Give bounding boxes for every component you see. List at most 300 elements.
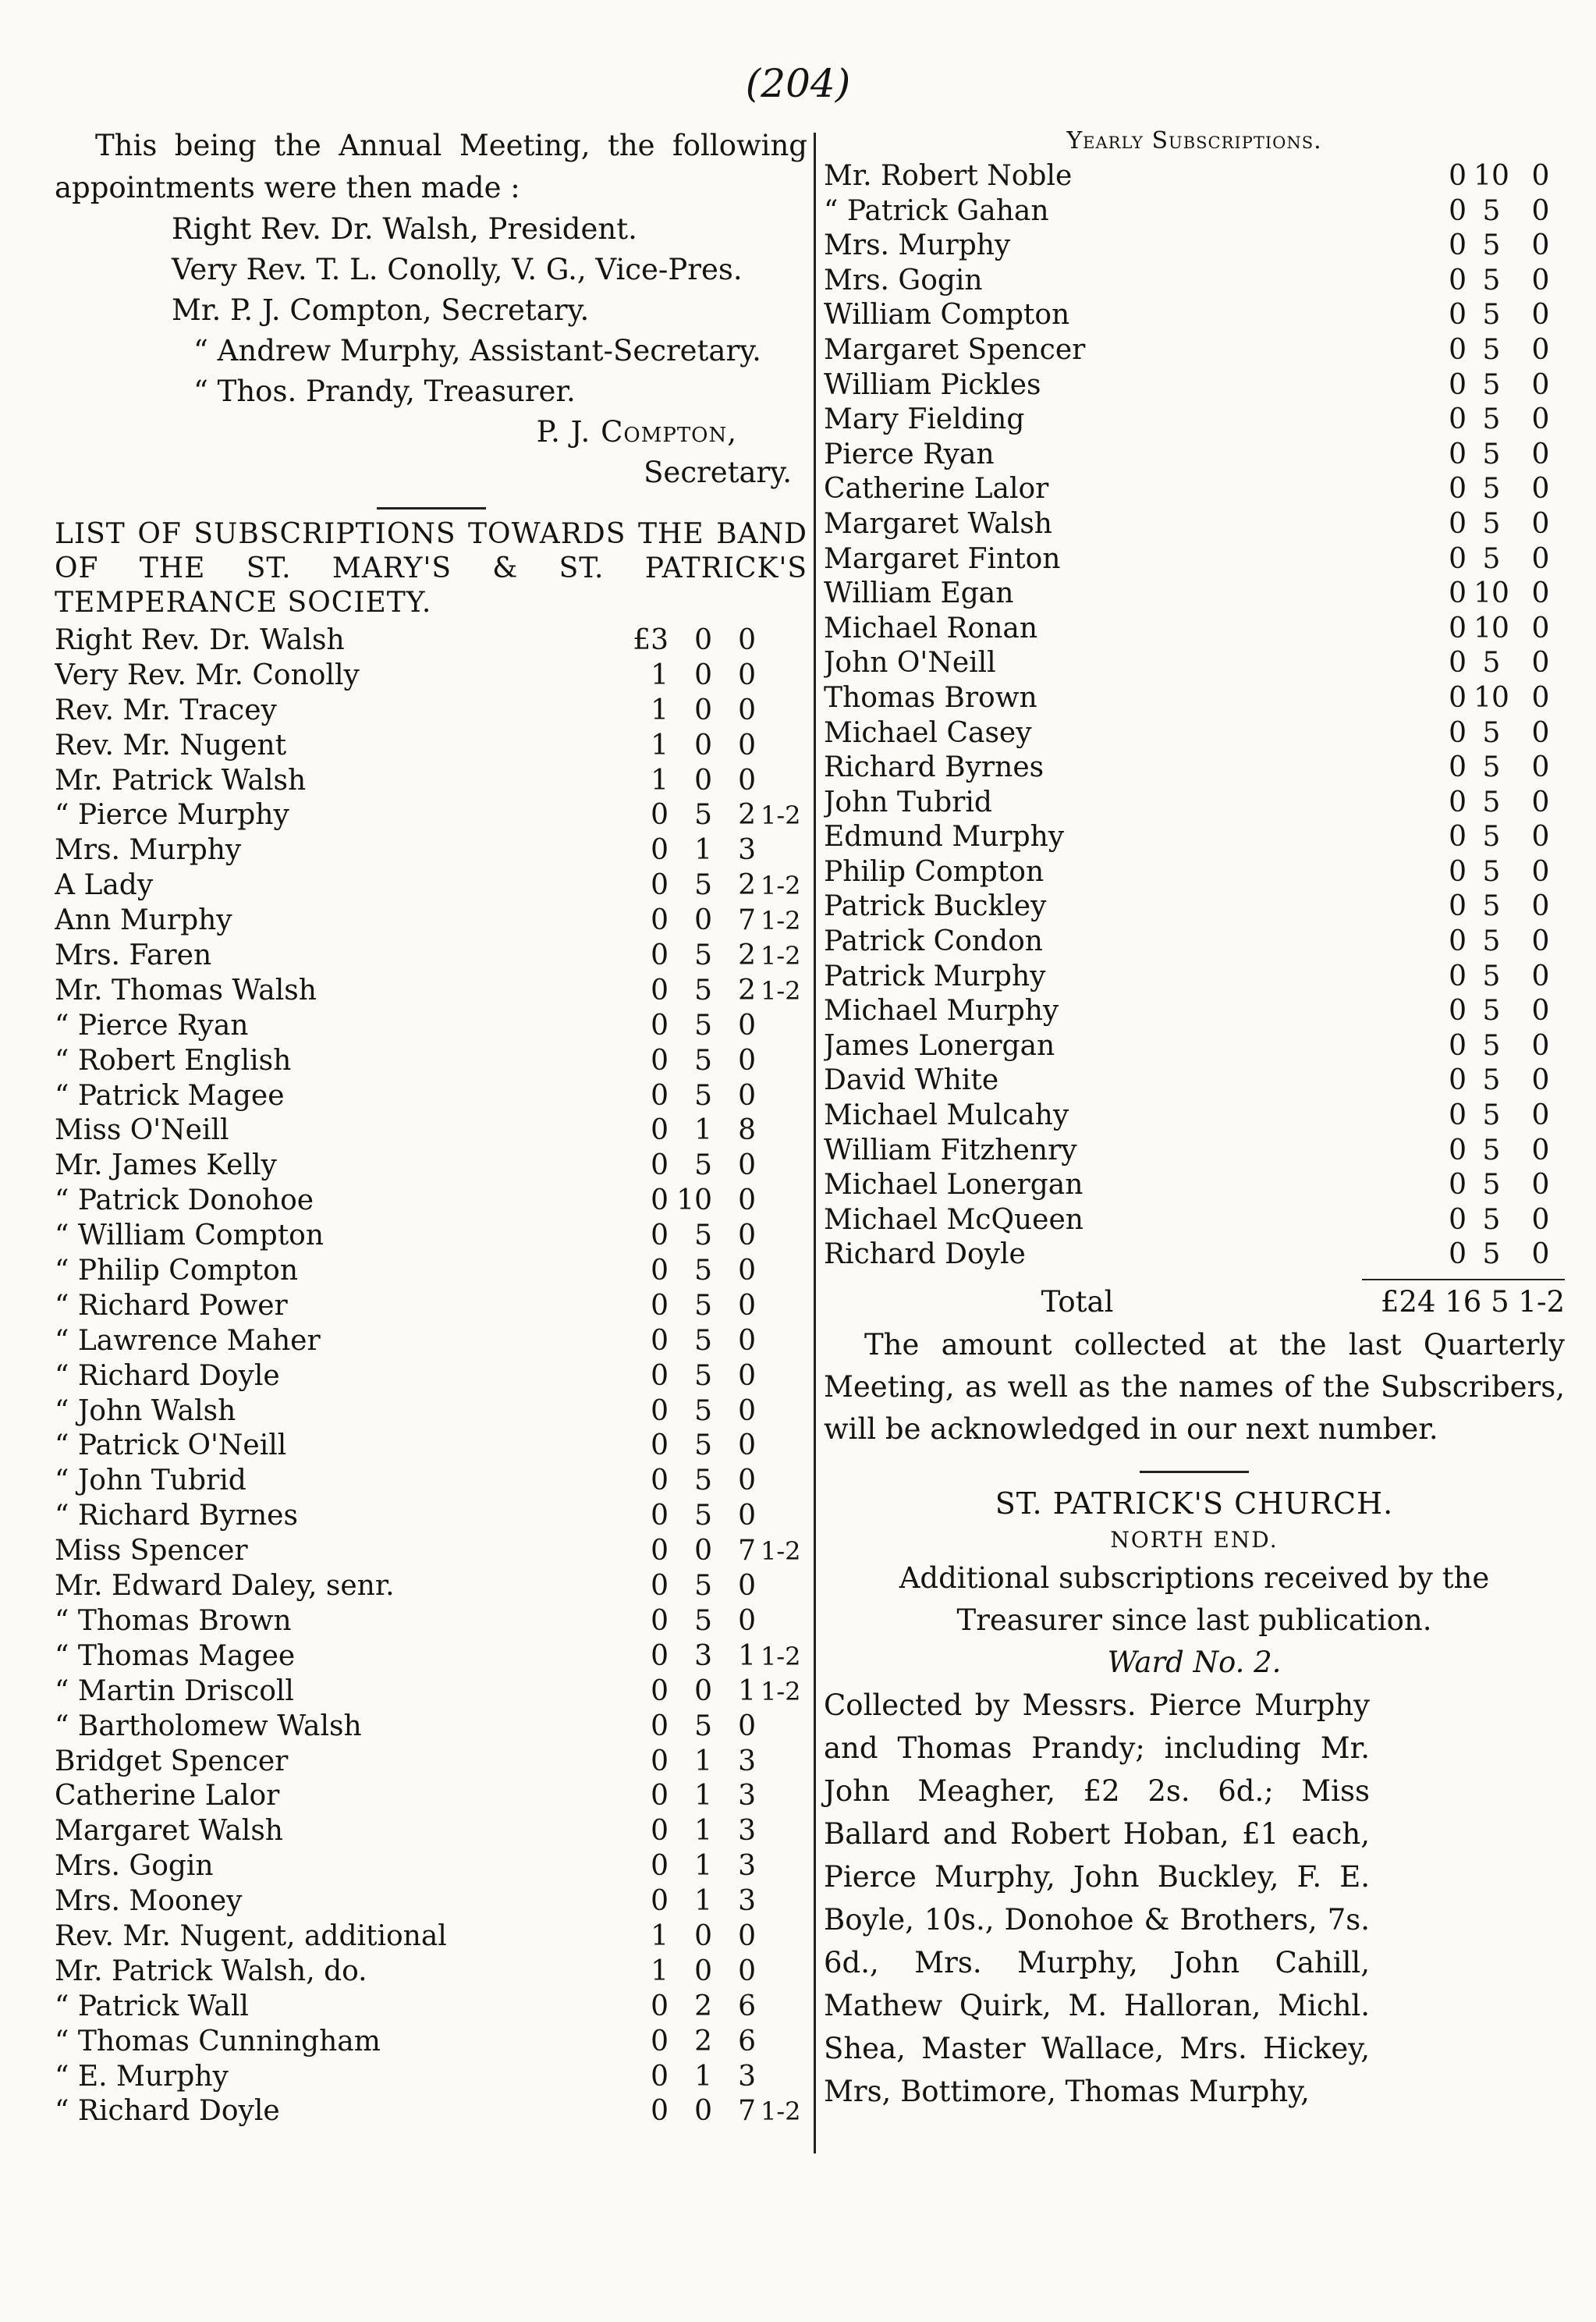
yearly-subscription-row <box>824 507 1565 542</box>
amount-pounds: 0 <box>651 799 669 832</box>
amount-shillings: 5 <box>694 1500 712 1532</box>
amount-fraction: 1-2 <box>761 1641 801 1671</box>
amount-pounds: 0 <box>1449 438 1467 470</box>
amount-pence: 0 <box>738 1955 756 1987</box>
appointment-secretary: Mr. P. J. Compton, Secretary. <box>172 293 590 327</box>
subscriber-name: John Tubrid <box>824 786 992 818</box>
band-subscription-row <box>55 1639 807 1674</box>
yearly-subscription-row <box>824 1134 1565 1169</box>
subscriber-name: “ Patrick Magee <box>55 1079 285 1112</box>
amount-pounds: 0 <box>1449 264 1467 296</box>
amount-pence: 0 <box>1531 229 1550 262</box>
collected-paragraph: Collected by Messrs. Pierce Murphy and Thomas Prandy; including Mr. John Meagher, £2 2s. 6d.; Miss Ballard and Robert Hoban, £1 each, Pierce Murphy, John Buckley, F. E. Boyle, 10s., Donohoe & Brothers, 7s. 6d., Mrs. Murphy, John Cahill, Mathew Quirk, M. Halloran, Michl. Shea, Master Wallace, Mrs. Hickey, Mrs, Bottimore, Thomas Murphy, <box>824 1688 1370 2108</box>
amount-shillings: 0 <box>694 1955 712 1987</box>
amount-pounds: 0 <box>1449 1238 1467 1271</box>
amount-pence: 0 <box>738 1500 756 1532</box>
amount-pounds: 0 <box>1449 995 1467 1028</box>
amount-shillings: 0 <box>694 694 712 726</box>
amount-pounds: 0 <box>651 1465 669 1497</box>
amount-pence: 0 <box>1531 925 1550 958</box>
amount-pence: 0 <box>1531 299 1550 332</box>
subscriber-name: “ Thomas Magee <box>55 1639 296 1672</box>
amount-pence: 3 <box>738 1780 756 1813</box>
yearly-subscription-row <box>824 751 1565 786</box>
amount-pounds: 0 <box>651 869 669 902</box>
amount-pounds: 0 <box>651 1149 669 1182</box>
amount-pounds: 0 <box>1449 821 1467 854</box>
subscriber-name: Michael Mulcahy <box>824 1099 1069 1132</box>
amount-pounds: 1 <box>651 764 669 797</box>
amount-pence: 0 <box>738 1079 756 1112</box>
amount-shillings: 10 <box>1474 160 1509 192</box>
amount-pence: 0 <box>738 1465 756 1497</box>
amount-pounds: 0 <box>1449 473 1467 506</box>
amount-pence: 0 <box>1531 507 1550 540</box>
yearly-subscription-row <box>824 786 1565 821</box>
amount-shillings: 5 <box>694 1394 712 1427</box>
amount-pence: 0 <box>1531 403 1550 436</box>
amount-pence: 3 <box>738 1745 756 1777</box>
amount-shillings: 1 <box>694 1114 712 1147</box>
amount-shillings: 5 <box>1482 647 1501 680</box>
amount-fraction: 1-2 <box>761 941 801 971</box>
yearly-subscription-row <box>824 612 1565 647</box>
total-label: Total <box>1041 1285 1114 1319</box>
amount-pence: 0 <box>738 659 756 691</box>
amount-pounds: 0 <box>651 1184 669 1217</box>
amount-pence: 2 <box>738 799 756 832</box>
subscriber-name: “ William Compton <box>55 1220 325 1252</box>
amount-pence: 0 <box>738 1710 756 1742</box>
band-subscription-row <box>55 1710 807 1745</box>
amount-pounds: 0 <box>651 1674 669 1707</box>
amount-shillings: 5 <box>1482 1238 1501 1271</box>
right-column <box>824 125 1565 2113</box>
band-subscription-row <box>55 974 807 1009</box>
amount-pence: 0 <box>1531 1099 1550 1132</box>
amount-pence: 0 <box>1531 1238 1550 1271</box>
amount-pounds: 0 <box>1449 1169 1467 1202</box>
subscriber-name: Catherine Lalor <box>824 473 1049 506</box>
annual-meeting-text: This being the Annual Meeting, the following appointments were then made : <box>55 129 807 204</box>
subscriber-name: Mr. Edward Daley, senr. <box>55 1570 395 1603</box>
amount-pounds: 0 <box>1449 960 1467 992</box>
amount-pence: 0 <box>1531 333 1550 366</box>
church-title: ST. PATRICK'S CHURCH. <box>995 1486 1394 1521</box>
band-subscription-row <box>55 1254 807 1289</box>
yearly-subscription-row <box>824 646 1565 681</box>
amount-pounds: 0 <box>651 1429 669 1462</box>
amount-pounds: 0 <box>1449 647 1467 680</box>
subscriber-name: “ Lawrence Maher <box>55 1324 321 1357</box>
signoff-title: Secretary. <box>644 456 792 489</box>
yearly-subscription-row <box>824 960 1565 995</box>
amount-shillings: 1 <box>694 834 712 867</box>
amount-pounds: 0 <box>651 2025 669 2057</box>
amount-pounds: 0 <box>1449 1134 1467 1166</box>
subscriber-name: “ John Walsh <box>55 1394 236 1427</box>
amount-pence: 0 <box>1531 1169 1550 1202</box>
amount-shillings: 5 <box>1482 925 1501 958</box>
subscriber-name: Michael Lonergan <box>824 1169 1084 1202</box>
band-subscription-row <box>55 1184 807 1219</box>
amount-shillings: 5 <box>1482 995 1501 1028</box>
amount-pence: 0 <box>1531 368 1550 401</box>
amount-pence: 0 <box>738 1044 756 1077</box>
left-column <box>55 125 807 2129</box>
band-subscription-row <box>55 1674 807 1710</box>
amount-shillings: 5 <box>1482 403 1501 436</box>
yearly-subscription-row <box>824 577 1565 612</box>
amount-shillings: 10 <box>1474 577 1509 610</box>
amount-pounds: 0 <box>1449 1029 1467 1062</box>
amount-pounds: 0 <box>651 1500 669 1532</box>
yearly-subscription-row <box>824 229 1565 264</box>
amount-pence: 0 <box>738 764 756 797</box>
amount-shillings: 1 <box>694 1745 712 1777</box>
amount-shillings: 5 <box>694 869 712 902</box>
subscriber-name: Margaret Walsh <box>824 507 1052 540</box>
yearly-heading: Yearly Subscriptions. <box>1066 127 1322 154</box>
amount-pence: 0 <box>738 729 756 762</box>
amount-pence: 0 <box>738 1220 756 1252</box>
amount-shillings: 5 <box>1482 960 1501 992</box>
subscriber-name: Thomas Brown <box>824 681 1037 714</box>
amount-pounds: 0 <box>651 1745 669 1777</box>
amount-pence: 3 <box>738 1815 756 1848</box>
band-subscription-row <box>55 2094 807 2129</box>
subscriber-name: “ Richard Doyle <box>55 2095 280 2128</box>
band-subscription-list <box>55 623 807 2129</box>
quarterly-note-text: The amount collected at the last Quarterly Meeting, as well as the names of the Subscribers, will be acknowledged in our next number. <box>824 1328 1565 1446</box>
amount-shillings: 0 <box>694 2095 712 2128</box>
yearly-subscription-row <box>824 542 1565 577</box>
band-subscription-row <box>55 764 807 799</box>
yearly-subscription-row <box>824 298 1565 333</box>
amount-shillings: 0 <box>694 729 712 762</box>
amount-shillings: 5 <box>694 1220 712 1252</box>
amount-pence: 0 <box>1531 160 1550 192</box>
yearly-subscription-row <box>824 333 1565 368</box>
amount-pounds: 1 <box>651 729 669 762</box>
total-amount: £24 16 5 1-2 <box>1380 1285 1565 1319</box>
yearly-subscription-row <box>824 1168 1565 1203</box>
subscriber-name: Rev. Mr. Tracey <box>55 694 277 726</box>
amount-pence: 0 <box>1531 612 1550 644</box>
band-subscription-row <box>55 1884 807 1919</box>
band-subscription-row <box>55 1919 807 1955</box>
amount-pounds: 0 <box>651 939 669 972</box>
band-subscription-row <box>55 1569 807 1604</box>
amount-pounds: 0 <box>1449 333 1467 366</box>
amount-pence: 0 <box>1531 821 1550 854</box>
band-subscription-row <box>55 1009 807 1044</box>
church-intro: Additional subscriptions received by the Treasurer since last publication. <box>899 1561 1490 1637</box>
yearly-subscription-row <box>824 994 1565 1029</box>
amount-pounds: 0 <box>651 1570 669 1603</box>
subscriber-name: Mr. James Kelly <box>55 1149 277 1182</box>
amount-pence: 2 <box>738 974 756 1007</box>
amount-shillings: 5 <box>694 799 712 832</box>
band-subscription-row <box>55 1745 807 1780</box>
amount-shillings: 5 <box>1482 821 1501 854</box>
amount-pounds: £3 <box>633 624 669 656</box>
amount-pounds: 0 <box>651 1114 669 1147</box>
amount-pence: 0 <box>1531 647 1550 680</box>
band-subscription-row <box>55 729 807 764</box>
subscriber-name: William Egan <box>824 577 1014 610</box>
section-divider <box>377 507 486 509</box>
subscriber-name: Rev. Mr. Nugent, additional <box>55 1919 447 1952</box>
amount-pence: 0 <box>1531 1029 1550 1062</box>
amount-pence: 7 <box>738 1535 756 1568</box>
amount-shillings: 5 <box>694 1324 712 1357</box>
band-subscription-row <box>55 1429 807 1464</box>
amount-pounds: 0 <box>651 1815 669 1848</box>
amount-shillings: 5 <box>1482 890 1501 923</box>
amount-shillings: 5 <box>1482 786 1501 818</box>
subscriber-name: A Lady <box>55 869 154 902</box>
amount-pounds: 0 <box>1449 751 1467 784</box>
amount-pounds: 0 <box>651 2060 669 2093</box>
subscriber-name: “ Pierce Murphy <box>55 799 289 832</box>
amount-pence: 0 <box>738 1570 756 1603</box>
amount-pounds: 0 <box>651 834 669 867</box>
band-subscription-row <box>55 1464 807 1499</box>
amount-pounds: 1 <box>651 694 669 726</box>
subscriber-name: Margaret Walsh <box>55 1815 283 1848</box>
amount-pence: 7 <box>738 2095 756 2128</box>
appointments-list <box>55 209 807 412</box>
amount-pounds: 1 <box>651 659 669 691</box>
amount-shillings: 3 <box>694 1639 712 1672</box>
yearly-subscription-row <box>824 194 1565 229</box>
amount-shillings: 5 <box>1482 333 1501 366</box>
subscriber-name: “ Robert English <box>55 1044 292 1077</box>
amount-shillings: 5 <box>1482 229 1501 262</box>
amount-shillings: 10 <box>1474 681 1509 714</box>
band-subscription-row <box>55 1079 807 1114</box>
yearly-subscription-row <box>824 716 1565 751</box>
subscriber-name: “ Richard Byrnes <box>55 1500 298 1532</box>
amount-pence: 3 <box>738 1850 756 1883</box>
yearly-subscription-row <box>824 1063 1565 1099</box>
quarterly-note <box>824 1324 1565 1450</box>
amount-shillings: 1 <box>694 1885 712 1918</box>
amount-pounds: 0 <box>651 1639 669 1672</box>
amount-shillings: 5 <box>1482 299 1501 332</box>
amount-shillings: 5 <box>1482 264 1501 296</box>
yearly-subscription-row <box>824 855 1565 890</box>
subscriber-name: “ Thomas Brown <box>55 1604 292 1637</box>
amount-pounds: 0 <box>1449 612 1467 644</box>
band-subscription-row <box>55 1814 807 1849</box>
subscriber-name: Michael Casey <box>824 716 1032 749</box>
section-divider <box>1140 1471 1249 1473</box>
subscriber-name: Miss Spencer <box>55 1535 248 1568</box>
subscriber-name: William Compton <box>824 299 1070 332</box>
amount-shillings: 0 <box>694 1674 712 1707</box>
amount-pounds: 0 <box>1449 681 1467 714</box>
amount-shillings: 0 <box>694 624 712 656</box>
amount-pounds: 0 <box>651 1885 669 1918</box>
amount-shillings: 0 <box>694 1535 712 1568</box>
amount-shillings: 5 <box>694 939 712 972</box>
amount-pence: 3 <box>738 2060 756 2093</box>
amount-pence: 0 <box>1531 716 1550 749</box>
appointment-vice-president: Very Rev. T. L. Conolly, V. G., Vice-Pres. <box>172 253 743 286</box>
subscriber-name: Margaret Spencer <box>824 333 1086 366</box>
amount-pounds: 0 <box>1449 299 1467 332</box>
amount-pounds: 0 <box>651 2095 669 2128</box>
amount-pounds: 0 <box>1449 890 1467 923</box>
amount-shillings: 5 <box>694 1009 712 1042</box>
amount-pounds: 0 <box>651 1009 669 1042</box>
subscriber-name: Mr. Patrick Walsh <box>55 764 307 797</box>
amount-pounds: 0 <box>1449 786 1467 818</box>
amount-shillings: 5 <box>1482 751 1501 784</box>
amount-pounds: 0 <box>651 1220 669 1252</box>
amount-pounds: 0 <box>1449 716 1467 749</box>
amount-pence: 0 <box>738 1184 756 1217</box>
subscriber-name: Mrs. Murphy <box>824 229 1011 262</box>
amount-pounds: 0 <box>1449 194 1467 227</box>
yearly-subscription-row <box>824 1237 1565 1273</box>
amount-shillings: 5 <box>694 1079 712 1112</box>
subscriber-name: Catherine Lalor <box>55 1780 280 1813</box>
band-list-heading: LIST OF SUBSCRIPTIONS TOWARDS THE BAND OF THE ST. MARY'S & ST. PATRICK'S TEMPERANCE SOCIETY. <box>55 518 807 619</box>
amount-pounds: 0 <box>1449 577 1467 610</box>
amount-pounds: 0 <box>651 1710 669 1742</box>
band-subscription-row <box>55 798 807 833</box>
amount-shillings: 5 <box>1482 1064 1501 1097</box>
band-subscription-row <box>55 1149 807 1184</box>
amount-pounds: 0 <box>651 1850 669 1883</box>
amount-shillings: 1 <box>694 2060 712 2093</box>
amount-shillings: 5 <box>1482 542 1501 575</box>
amount-pounds: 1 <box>651 1955 669 1987</box>
amount-pounds: 0 <box>651 974 669 1007</box>
amount-pence: 0 <box>1531 264 1550 296</box>
amount-pence: 0 <box>1531 473 1550 506</box>
amount-shillings: 5 <box>694 1289 712 1322</box>
band-subscription-row <box>55 2025 807 2060</box>
subscriber-name: Michael McQueen <box>824 1203 1084 1236</box>
subscriber-name: “ Patrick Gahan <box>824 194 1049 227</box>
amount-shillings: 1 <box>694 1780 712 1813</box>
amount-pence: 0 <box>1531 542 1550 575</box>
amount-pence: 0 <box>1531 194 1550 227</box>
amount-pence: 1 <box>738 1639 756 1672</box>
subscriber-name: Margaret Finton <box>824 542 1061 575</box>
amount-pounds: 0 <box>651 1394 669 1427</box>
amount-pence: 1 <box>738 1674 756 1707</box>
amount-shillings: 5 <box>694 1255 712 1287</box>
yearly-subscription-row <box>824 1029 1565 1064</box>
amount-pounds: 0 <box>651 1359 669 1392</box>
amount-pence: 0 <box>1531 1064 1550 1097</box>
yearly-subscription-row <box>824 925 1565 960</box>
amount-pence: 0 <box>738 1289 756 1322</box>
amount-pounds: 0 <box>651 904 669 937</box>
amount-shillings: 5 <box>1482 194 1501 227</box>
amount-pence: 0 <box>1531 577 1550 610</box>
amount-shillings: 5 <box>694 1710 712 1742</box>
amount-pence: 0 <box>738 1009 756 1042</box>
amount-fraction: 1-2 <box>761 975 801 1006</box>
subscriber-name: “ Bartholomew Walsh <box>55 1710 362 1742</box>
amount-pounds: 0 <box>1449 542 1467 575</box>
yearly-subscription-row <box>824 438 1565 473</box>
subscriber-name: Bridget Spencer <box>55 1745 289 1777</box>
amount-pence: 0 <box>1531 995 1550 1028</box>
amount-pence: 8 <box>738 1114 756 1147</box>
amount-shillings: 2 <box>694 2025 712 2057</box>
subscriber-name: Mrs. Murphy <box>55 834 242 867</box>
subscriber-name: Rev. Mr. Nugent <box>55 729 287 762</box>
yearly-subscription-list <box>824 159 1565 1273</box>
yearly-subscription-row <box>824 264 1565 299</box>
subscriber-name: Philip Compton <box>824 855 1044 888</box>
yearly-subscription-row <box>824 1203 1565 1238</box>
amount-pence: 0 <box>738 1359 756 1392</box>
band-subscription-row <box>55 1394 807 1429</box>
amount-pence: 0 <box>738 1919 756 1952</box>
subscriber-name: David White <box>824 1064 999 1097</box>
amount-pence: 2 <box>738 869 756 902</box>
amount-shillings: 5 <box>694 1429 712 1462</box>
band-subscription-row <box>55 1219 807 1254</box>
amount-pence: 0 <box>1531 438 1550 470</box>
amount-pence: 3 <box>738 834 756 867</box>
amount-fraction: 1-2 <box>761 906 801 936</box>
amount-pounds: 0 <box>1449 1099 1467 1132</box>
amount-pence: 6 <box>738 1990 756 2022</box>
amount-shillings: 5 <box>694 974 712 1007</box>
amount-shillings: 5 <box>1482 855 1501 888</box>
page-number: (204) <box>745 61 851 106</box>
amount-shillings: 0 <box>694 764 712 797</box>
amount-fraction: 1-2 <box>761 1536 801 1567</box>
amount-fraction: 1-2 <box>761 2097 801 2127</box>
amount-pence: 0 <box>1531 890 1550 923</box>
subscriber-name: Ann Murphy <box>55 904 232 937</box>
subscriber-name: James Lonergan <box>824 1029 1055 1062</box>
amount-shillings: 0 <box>694 1919 712 1952</box>
amount-shillings: 5 <box>1482 438 1501 470</box>
amount-pence: 0 <box>1531 855 1550 888</box>
amount-shillings: 5 <box>1482 1203 1501 1236</box>
subscriber-name: Richard Doyle <box>824 1238 1026 1271</box>
amount-pence: 0 <box>738 624 756 656</box>
amount-pounds: 0 <box>1449 507 1467 540</box>
band-subscription-row <box>55 1604 807 1639</box>
subscriber-name: “ Patrick Donohoe <box>55 1184 314 1217</box>
amount-pounds: 0 <box>651 1289 669 1322</box>
appointment-president: Right Rev. Dr. Walsh, President. <box>172 212 637 246</box>
amount-pence: 2 <box>738 939 756 972</box>
band-subscription-row <box>55 694 807 729</box>
amount-pence: 6 <box>738 2025 756 2057</box>
amount-pounds: 0 <box>651 1255 669 1287</box>
amount-pence: 0 <box>1531 681 1550 714</box>
subscriber-name: Mrs. Gogin <box>55 1850 214 1883</box>
amount-shillings: 0 <box>694 659 712 691</box>
subscriber-name: Patrick Murphy <box>824 960 1046 992</box>
amount-shillings: 5 <box>694 1044 712 1077</box>
band-subscription-row <box>55 2060 807 2095</box>
amount-pounds: 0 <box>651 1990 669 2022</box>
